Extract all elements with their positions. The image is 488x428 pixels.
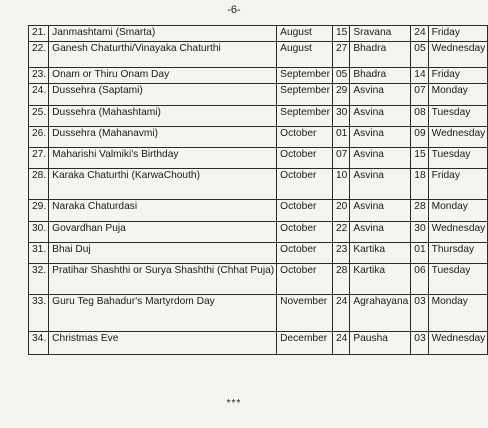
saka-month-cell: Asvina bbox=[350, 84, 411, 106]
date-cell: 24 bbox=[333, 332, 350, 355]
table-row bbox=[29, 200, 488, 222]
month-cell: October bbox=[277, 243, 333, 264]
saka-date-cell: 15 bbox=[411, 148, 428, 169]
saka-date-cell: 03 bbox=[411, 295, 428, 332]
saka-date-cell: 03 bbox=[411, 332, 428, 355]
table-row bbox=[29, 127, 488, 148]
holiday-name-cell: Dussehra (Saptami) bbox=[49, 84, 277, 106]
saka-date-cell: 01 bbox=[411, 243, 428, 264]
holiday-name-cell: Karaka Chaturthi (KarwaChouth) bbox=[49, 169, 277, 200]
row-number-cell: 21. bbox=[29, 26, 49, 42]
weekday-cell: Wednesday bbox=[428, 332, 488, 355]
holiday-name-cell: Naraka Chaturdasi bbox=[49, 200, 277, 222]
saka-month-cell: Sravana bbox=[350, 26, 411, 42]
weekday-cell: Wednesday bbox=[428, 127, 488, 148]
row-number-cell: 31. bbox=[29, 243, 49, 264]
month-cell: October bbox=[277, 169, 333, 200]
row-number-cell: 23. bbox=[29, 68, 49, 84]
row-number-cell: 32. bbox=[29, 264, 49, 295]
holiday-name-cell: Onam or Thiru Onam Day bbox=[49, 68, 277, 84]
table-row bbox=[29, 243, 488, 264]
month-cell: November bbox=[277, 295, 333, 332]
row-number-cell: 30. bbox=[29, 222, 49, 243]
month-cell: August bbox=[277, 42, 333, 68]
table-row bbox=[29, 264, 488, 295]
weekday-cell: Friday bbox=[428, 68, 488, 84]
saka-month-cell: Kartika bbox=[350, 264, 411, 295]
date-cell: 15 bbox=[333, 26, 350, 42]
saka-month-cell: Asvina bbox=[350, 127, 411, 148]
saka-month-cell: Bhadra bbox=[350, 68, 411, 84]
table-row bbox=[29, 106, 488, 127]
weekday-cell: Wednesday bbox=[428, 42, 488, 68]
saka-date-cell: 08 bbox=[411, 106, 428, 127]
month-cell: October bbox=[277, 200, 333, 222]
row-number-cell: 29. bbox=[29, 200, 49, 222]
date-cell: 22 bbox=[333, 222, 350, 243]
saka-date-cell: 06 bbox=[411, 264, 428, 295]
table-row bbox=[29, 68, 488, 84]
holiday-name-cell: Dussehra (Mahashtami) bbox=[49, 106, 277, 127]
table-row bbox=[29, 26, 488, 42]
holiday-name-cell: Janmashtami (Smarta) bbox=[49, 26, 277, 42]
saka-month-cell: Asvina bbox=[350, 222, 411, 243]
saka-month-cell: Asvina bbox=[350, 200, 411, 222]
saka-month-cell: Pausha bbox=[350, 332, 411, 355]
weekday-cell: Tuesday bbox=[428, 264, 488, 295]
saka-date-cell: 28 bbox=[411, 200, 428, 222]
saka-date-cell: 30 bbox=[411, 222, 428, 243]
table-row bbox=[29, 148, 488, 169]
month-cell: September bbox=[277, 68, 333, 84]
table-row bbox=[29, 169, 488, 200]
date-cell: 30 bbox=[333, 106, 350, 127]
date-cell: 24 bbox=[333, 295, 350, 332]
weekday-cell: Friday bbox=[428, 169, 488, 200]
page-number: -6- bbox=[227, 4, 241, 16]
row-number-cell: 26. bbox=[29, 127, 49, 148]
weekday-cell: Monday bbox=[428, 200, 488, 222]
month-cell: December bbox=[277, 332, 333, 355]
saka-month-cell: Agrahayana bbox=[350, 295, 411, 332]
weekday-cell: Monday bbox=[428, 84, 488, 106]
weekday-cell: Tuesday bbox=[428, 148, 488, 169]
month-cell: October bbox=[277, 148, 333, 169]
holiday-name-cell: Christmas Eve bbox=[49, 332, 277, 355]
weekday-cell: Friday bbox=[428, 26, 488, 42]
row-number-cell: 27. bbox=[29, 148, 49, 169]
row-number-cell: 34. bbox=[29, 332, 49, 355]
date-cell: 10 bbox=[333, 169, 350, 200]
date-cell: 28 bbox=[333, 264, 350, 295]
saka-date-cell: 09 bbox=[411, 127, 428, 148]
date-cell: 20 bbox=[333, 200, 350, 222]
date-cell: 27 bbox=[333, 42, 350, 68]
row-number-cell: 24. bbox=[29, 84, 49, 106]
row-number-cell: 25. bbox=[29, 106, 49, 127]
saka-month-cell: Kartika bbox=[350, 243, 411, 264]
holiday-name-cell: Pratihar Shashthi or Surya Shashthi (Chhat Puja) bbox=[49, 264, 277, 295]
weekday-cell: Tuesday bbox=[428, 106, 488, 127]
holiday-name-cell: Maharishi Valmiki's Birthday bbox=[49, 148, 277, 169]
holiday-name-cell: Guru Teg Bahadur's Martyrdom Day bbox=[49, 295, 277, 332]
weekday-cell: Wednesday bbox=[428, 222, 488, 243]
row-number-cell: 33. bbox=[29, 295, 49, 332]
weekday-cell: Thursday bbox=[428, 243, 488, 264]
month-cell: September bbox=[277, 84, 333, 106]
date-cell: 05 bbox=[333, 68, 350, 84]
weekday-cell: Monday bbox=[428, 295, 488, 332]
holiday-name-cell: Dussehra (Mahanavmi) bbox=[49, 127, 277, 148]
month-cell: August bbox=[277, 26, 333, 42]
table-row bbox=[29, 332, 488, 355]
date-cell: 23 bbox=[333, 243, 350, 264]
holiday-table-body bbox=[29, 26, 488, 355]
month-cell: October bbox=[277, 222, 333, 243]
saka-date-cell: 07 bbox=[411, 84, 428, 106]
holiday-name-cell: Bhai Duj bbox=[49, 243, 277, 264]
holiday-table bbox=[28, 25, 488, 355]
table-row bbox=[29, 295, 488, 332]
month-cell: October bbox=[277, 127, 333, 148]
date-cell: 29 bbox=[333, 84, 350, 106]
saka-month-cell: Asvina bbox=[350, 148, 411, 169]
month-cell: October bbox=[277, 264, 333, 295]
saka-date-cell: 18 bbox=[411, 169, 428, 200]
date-cell: 07 bbox=[333, 148, 350, 169]
holiday-name-cell: Ganesh Chaturthi/Vinayaka Chaturthi bbox=[49, 42, 277, 68]
saka-month-cell: Asvina bbox=[350, 169, 411, 200]
table-row bbox=[29, 222, 488, 243]
saka-date-cell: 14 bbox=[411, 68, 428, 84]
saka-month-cell: Asvina bbox=[350, 106, 411, 127]
saka-month-cell: Bhadra bbox=[350, 42, 411, 68]
saka-date-cell: 24 bbox=[411, 26, 428, 42]
row-number-cell: 22. bbox=[29, 42, 49, 68]
table-row bbox=[29, 42, 488, 68]
saka-date-cell: 05 bbox=[411, 42, 428, 68]
row-number-cell: 28. bbox=[29, 169, 49, 200]
footer-mark: *** bbox=[226, 398, 242, 409]
date-cell: 01 bbox=[333, 127, 350, 148]
holiday-name-cell: Govardhan Puja bbox=[49, 222, 277, 243]
month-cell: September bbox=[277, 106, 333, 127]
table-row bbox=[29, 84, 488, 106]
